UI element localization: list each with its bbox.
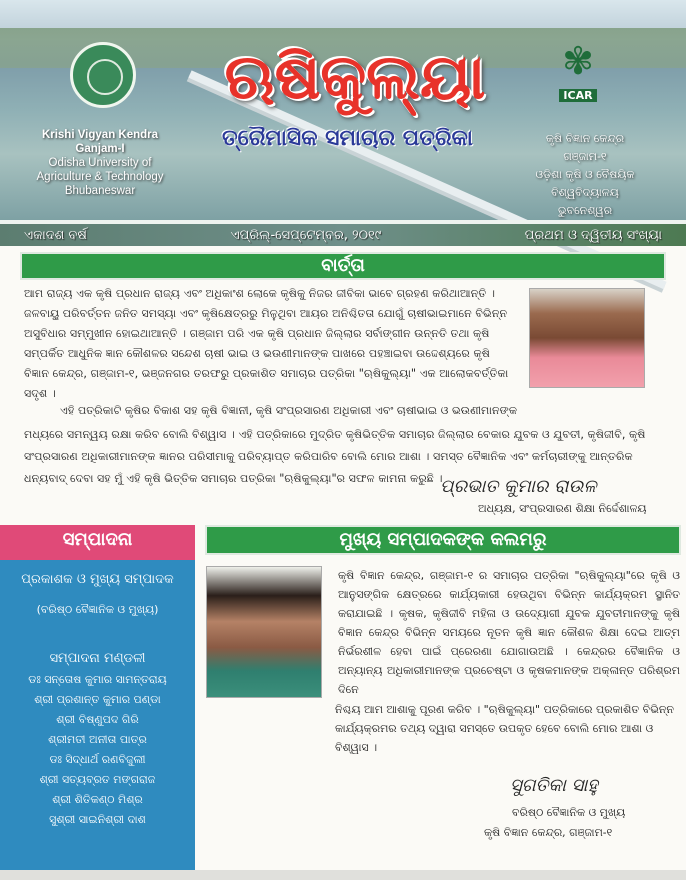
english-address [25,128,175,198]
address-line: Krishi Vigyan Kendra [41,129,159,141]
message-paragraph-2-start: ଏହି ପତ୍ରିକାଟି କୃଷିର ବିକାଶ ସହ କୃଷି ବିଜ୍ଞାନୀ, କୃଷି ସଂପ୍ରସାରଣ ଅଧିକାରୀ ଏବଂ ଚାଷୀଭାଇ ଓ ଭଉଣୀମାନଙ୍କ [60,404,518,417]
board-title: ସମ୍ପାଦନା ମଣ୍ଡଳୀ [49,651,146,666]
chief-editor-photo [206,566,322,698]
editorial-board-panel [0,525,195,870]
chief-editor-heading: ମୁଖ୍ୟ ସମ୍ପାଦକଙ୍କ କଲମରୁ [205,525,681,555]
issue-year: ଏକାଦଶ ବର୍ଷ [24,227,87,243]
publisher-subtitle: (ବରିଷ୍ଠ ବୈଜ୍ଞାନିକ ଓ ମୁଖ୍ୟ) [36,603,159,616]
address-line: କୃଷି ବିଜ୍ଞାନ କେନ୍ଦ୍ର [545,132,625,145]
wheat-icon: ✾ [562,39,594,83]
chief-organization: କୃଷି ବିଜ୍ଞାନ କେନ୍ଦ୍ର, ଗଞ୍ଜାମ-୧ [484,826,613,839]
message-heading: ବାର୍ତ୍ତା [20,252,666,280]
newsletter-title: ଋଷିକୁଲ୍ୟା [224,40,486,113]
director-photo [529,288,645,388]
editorial-heading: ସମ୍ପାଦନା [0,525,195,560]
masthead [0,0,686,220]
icar-logo [545,38,611,104]
chief-designation: ବରିଷ୍ଠ ବୈଜ୍ଞାନିକ ଓ ମୁଖ୍ୟ [512,806,626,819]
address-line: ଗଞ୍ଜାମ-୧ [563,150,607,163]
board-member: ଡଃ ସନ୍ତୋଷ କୁମାର ସାମନ୍ତରାୟ [28,673,167,686]
board-member: ଡଃ ସିଦ୍ଧାର୍ଥ ରଣବିଜୁଲୀ [49,753,146,766]
issue-band [0,220,686,246]
address-line: ଓଡ଼ିଶା କୃଷି ଓ ବୈଷୟିକ ବିଶ୍ୱବିଦ୍ୟାଳୟ [535,168,635,199]
publisher-title: ପ୍ରକାଶକ ଓ ମୁଖ୍ୟ ସମ୍ପାଦକ [21,572,174,587]
board-member: ଶ୍ରୀ ପ୍ରଶାନ୍ତ କୁମାର ପଣ୍ଡା [34,693,161,706]
address-line: Ganjam-I [75,143,125,155]
issue-number: ପ୍ରଥମ ଓ ଦ୍ୱିତୀୟ ସଂଖ୍ୟା [524,227,662,243]
address-line: Odisha University of [48,157,152,169]
director-signature: ପ୍ରଭାତ କୁମାର ରାଉଳ [440,476,597,497]
chief-paragraph-2: ନିଶ୍ଚୟ ଆମ ଆଶାକୁ ପୂରଣ କରିବ । "ଋଷିକୁଲ୍ୟା" ପତ୍ରିକାରେ ପ୍ରକାଶିତ ବିଭିନ୍ନ କାର୍ଯ୍ୟକ୍ରମର ତଥ୍ୟ ଦ୍ୱାରା ସମସ୍ତେ ଉପକୃତ ହେବେ ବୋଲି ମୋର ଆଶା ଓ ବିଶ୍ୱାସ । [335,703,675,754]
director-designation: ଅଧ୍ୟକ୍ଷ, ସଂପ୍ରସାରଣ ଶିକ୍ଷା ନିର୍ଦ୍ଦେଶାଳୟ [478,502,647,515]
board-member: ଶ୍ରୀମତୀ ଅନୀତା ପାତ୍ର [48,733,147,746]
message-paragraph-2: ମଧ୍ୟରେ ସମନ୍ୱୟ ରକ୍ଷା କରିବ ବୋଲି ବିଶ୍ୱାସ । ଏହି ପତ୍ରିକାରେ ମୁଦ୍ରିତ କୃଷିଭିତ୍ତିକ ସମାଚାର ଜିଲ୍ଲାର ବେକାର ଯୁବକ ଓ ଯୁବତୀ, କୃଷିଜୀବି, କୃଷି ସଂପ୍ରସାରଣ ଅଧିକାରୀମାନଙ୍କ ଜ୍ଞାନର ପରିସୀମାକୁ ପରିବ୍ୟାପ୍ତ କରିପାରିବ ବୋଲି ମୋର ଆଶା । ସମସ୍ତ ବୈଜ୍ଞାନିକ ଏବଂ କର୍ମଚାରୀଙ୍କୁ ଆନ୍ତରିକ ଧନ୍ୟବାଦ୍ ଦେବା ସହ ମୁଁ ଏହି କୃଷି ଭିତ୍ତିକ ସମାଚାର ପତ୍ରିକା "ଋଷିକୁଲ୍ୟା"ର ସଫଳ କାମନା କରୁଛି । [24,428,646,485]
chief-signature: ସୁଗତିକା ସାହୁ [510,775,598,796]
message-paragraph-1: ଆମ ରାଜ୍ୟ ଏକ କୃଷି ପ୍ରଧାନ ରାଜ୍ୟ ଏବଂ ଅଧିକାଂଶ ଲୋକେ କୃଷିକୁ ନିଜର ଜୀବିକା ଭାବେ ଗ୍ରହଣ କରିଥାଆନ୍ତି । ଜଳବାୟୁ ପରିବର୍ତ୍ତନ ଜନିତ ସମସ୍ୟା ଏବଂ କୃଷିକ୍ଷେତ୍ରରୁ ମିଳୁଥିବା ଆୟର ଅନିଶ୍ଚିତତା ଯୋଗୁଁ ଚାଷୀଭାଇମାନେ ବିଭିନ୍ନ ଅସୁବିଧାର ସମ୍ମୁଖୀନ ହୋଇଥାଆନ୍ତି । ଗଞ୍ଜାମ ପରି ଏକ କୃଷି ପ୍ରଧାନ ଜିଲ୍ଲାର ସର୍ବାଙ୍ଗୀନ ଉନ୍ନତି ତଥା କୃଷି ସମ୍ପର୍କିତ ଆଧୁନିକ ଜ୍ଞାନ କୌଶଳର ସନ୍ଦେଶ ଚାଷୀ ଭାଇ ଓ ଭଉଣୀମାନଙ୍କ ପାଖରେ ପହଞ୍ଚାଇବା ଉଦ୍ଦେଶ୍ୟରେ କୃଷି ବିଜ୍ଞାନ କେନ୍ଦ୍ର, ଗଞ୍ଜାମ-୧, ଭଞ୍ଜନଗର ତରଫରୁ ପ୍ରକାଶିତ ସମାଚାର ପତ୍ରିକା "ଋଷିକୁଲ୍ୟା" ଏକ ଆଲୋକବର୍ତ୍ତିକା ସଦୃଶ । [24,287,509,400]
newsletter-subtitle: ତ୍ରୈମାସିକ ସମାଚାର ପତ୍ରିକା [222,126,473,151]
chief-paragraph-1: କୃଷି ବିଜ୍ଞାନ କେନ୍ଦ୍ର, ଗଞ୍ଜାମ-୧ ର ସମାଚାର ପତ୍ରିକା "ଋଷିକୁଲ୍ୟା"ରେ କୃଷି ଓ ଆନୁସଙ୍ଗିକ କ୍ଷେତ୍ରରେ କାର୍ଯ୍ୟକାରୀ ହେଉଥିବା ବିଭିନ୍ନ କାର୍ଯ୍ୟକ୍ରମ ସ୍ଥାନିତ କରାଯାଇଛି । କୃଷକ, କୃଷିଜୀବି ମହିଳା ଓ ଉଦ୍ୟୋଗୀ ଯୁବକ ଯୁବତୀମାନଙ୍କୁ କୃଷି ବିଜ୍ଞାନ କେନ୍ଦ୍ର ବିଭିନ୍ନ ସମୟରେ ନୂତନ କୃଷି ଜ୍ଞାନ କୌଶଳ ଶିକ୍ଷା ଦେଇ ଆତ୍ମ ନିର୍ଭରଶୀଳ ହେବା ପାଇଁ ପ୍ରେରଣା ଯୋଗାଉଅଛି । କେନ୍ଦ୍ରର ବୈଜ୍ଞାନିକ ଓ ଅନ୍ୟାନ୍ୟ ଅଧିକାରୀମାନଙ୍କ ପ୍ରଚେଷ୍ଟା ଓ କୃଷକମାନଙ୍କ ଅକ୍ଳାନ୍ତ ପରିଶ୍ରମ ଦିନେ [338,569,680,696]
ouat-logo [70,42,136,108]
odia-address [510,130,660,220]
address-line: ଭୁବନେଶ୍ୱର [557,204,613,217]
icar-label: ICAR [559,89,596,102]
board-member: ଶ୍ରୀ ଶିତିକଣ୍ଠ ମିଶ୍ର [52,793,143,806]
address-line: Bhubaneswar [64,185,136,197]
board-member: ଶ୍ରୀ ସତ୍ୟବ୍ରତ ମଙ୍ଗରାଜ [39,773,156,786]
issue-period: ଏପ୍ରିଲ୍-ସେପ୍ଟେମ୍ବର, ୨୦୧୯ [230,227,382,243]
board-member: ଶ୍ରୀ ବିଷ୍ଣୁପଦ ଗିରି [56,713,139,726]
page-footer [0,870,686,880]
address-line: Agriculture & Technology [36,171,164,183]
board-member: ସୁଶ୍ରୀ ସାଇନିଶ୍ରୀ ଦାଶ [49,813,146,826]
